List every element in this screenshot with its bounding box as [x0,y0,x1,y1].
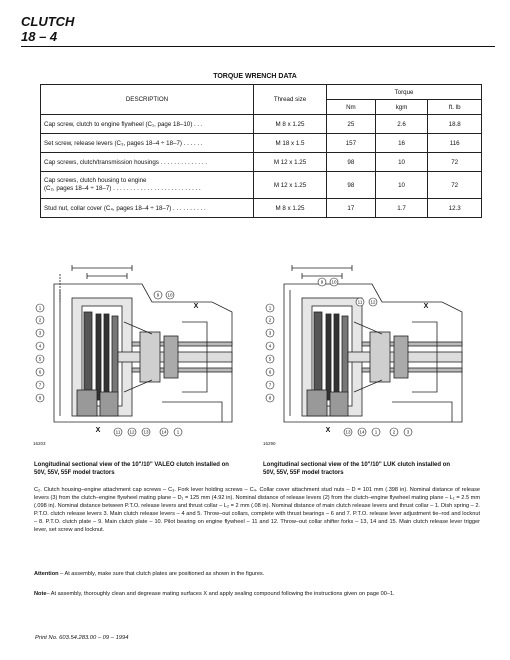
table-row [41,199,482,218]
row-thread: M 12 x 1.25 [254,153,327,172]
row-kgm: 10 [375,172,428,199]
table-row [41,172,482,199]
svg-text:10: 10 [167,292,173,298]
torque-table [40,84,482,218]
svg-text:2: 2 [268,317,272,323]
row-thread: M 8 x 1.25 [254,115,327,134]
unit-kgm: kgm [375,100,428,115]
svg-text:12: 12 [129,429,135,435]
col-header-description: DESCRIPTION [41,85,254,115]
left-figure-caption: Longitudinal sectional view of the 10"/10" VALEO clutch installed on 50V, 55V, 55F model tractors [34,462,229,476]
svg-text:5: 5 [38,356,42,362]
row-thread: M 8 x 1.25 [254,199,327,218]
attention-text: – At assembly, make sure that clutch plates are positioned as shown in the figures. [58,571,265,577]
svg-text:1: 1 [374,429,378,435]
row-description-line1: Cap screws, clutch housing to engine [44,177,147,184]
row-description-line2: (C₂, pages 18–4 ÷ 18–7) . . . . . . . . . . . . . . . . . . . . . . . . . . [44,185,201,192]
note-text: – At assembly, thoroughly clean and degrease mating surfaces X and apply sealing compound following the instructions given on page 00–1. [46,591,395,597]
svg-text:14: 14 [161,429,167,435]
row-ftlb: 72 [428,172,482,199]
row-description: Stud nut, collar cover (C₄, pages 18–4 ÷ 18–7) . . . . . . . . . . [41,199,254,218]
svg-text:10: 10 [331,279,337,285]
note-label: Note [34,591,47,597]
row-description [41,172,254,199]
svg-text:X: X [325,427,331,434]
row-nm: 157 [327,134,376,153]
svg-text:14: 14 [359,429,365,435]
svg-text:9: 9 [320,279,324,285]
table-row [41,115,482,134]
svg-text:1: 1 [38,305,42,311]
svg-text:9: 9 [156,292,160,298]
svg-text:5: 5 [268,356,272,362]
row-thread: M 12 x 1.25 [254,172,327,199]
row-description: Set screw, release levers (C₃, pages 18–4 ÷ 18–7) . . . . . . [41,134,254,153]
legend-paragraph: C₂. Clutch housing–engine attachment cap screws – C₃. Fork lever holding screws – C₄. Collar cover attachment stud nuts – D = 101 mm (.398 in). Nominal distance of release levers (3) from the clutch–engine flywheel mating plane – D₁ = 125 mm (4.92 in). Nominal distance of release levers (2) from the clutch–engine flywheel mating plane – L₁ = 2.5 mm (.098 in). Nominal distance between P.T.O. release levers and thrust collar – L₂ = 2 mm (.08 in). Nominal distance of main clutch release levers and thrust collar – 1. Dish spring – 2. P.T.O. clutch release levers 3. Main clutch release levers – 4 and 5. Throw–out collars, complete with thrust bearings – 6 and 7. P.T.O. release lever adjustment tie–rod and locknut – 8. P.T.O. clutch plate – 9. Main clutch plate – 10. Pilot bearing on engine flywheel – 11 and 12. Throw–out collar shifter forks – 13, 14 and 15. Main clutch release lever trigger lever, set screw and locknut. [34,487,480,533]
note-paragraph [34,591,480,599]
svg-text:X: X [193,303,199,310]
svg-text:13: 13 [345,429,351,435]
header-rule [21,46,495,47]
row-kgm: 10 [375,153,428,172]
svg-text:8: 8 [268,395,272,401]
svg-text:1: 1 [176,429,180,435]
svg-text:8: 8 [38,395,42,401]
row-ftlb: 72 [428,153,482,172]
row-thread: M 18 x 1.5 [254,134,327,153]
row-description: Cap screw, clutch to engine flywheel (C₁, page 18–10) . . . [41,115,254,134]
print-number-footer: Print No. 603.54.283.00 – 09 – 1994 [35,635,129,641]
svg-text:3: 3 [268,330,272,336]
svg-text:13: 13 [143,429,149,435]
valeo-section-svg [32,262,242,450]
col-header-thread: Thread size [254,85,327,115]
svg-text:X: X [95,427,101,434]
svg-text:12: 12 [370,299,376,305]
svg-text:1: 1 [268,305,272,311]
table-row [41,134,482,153]
luk-section-svg [262,262,472,450]
svg-text:X: X [423,303,429,310]
row-nm: 25 [327,115,376,134]
svg-text:11: 11 [357,299,363,305]
svg-text:7: 7 [268,382,272,388]
attention-label: Attention [34,571,59,577]
unit-nm: Nm [327,100,376,115]
section-title: CLUTCH [21,14,75,29]
row-nm: 98 [327,172,376,199]
svg-text:7: 7 [38,382,42,388]
row-ftlb: 116 [428,134,482,153]
table-title: TORQUE WRENCH DATA [213,73,297,80]
svg-text:2: 2 [392,429,396,435]
svg-text:2: 2 [38,317,42,323]
right-figure-caption: Longitudinal sectional view of the 10"/10" LUK clutch installed on 50V, 55V, 55F model tractors [263,462,451,476]
row-kgm: 1.7 [375,199,428,218]
svg-text:4: 4 [38,343,42,349]
col-header-torque: Torque [327,85,482,100]
unit-ftlb: ft. lb [428,100,482,115]
svg-text:6: 6 [38,369,42,375]
svg-text:11: 11 [115,429,121,435]
table-row [41,153,482,172]
svg-text:6: 6 [268,369,272,375]
left-figure-number: 16203 [33,441,46,446]
valeo-clutch-drawing [32,262,242,450]
row-kgm: 16 [375,134,428,153]
right-figure-number: 16290 [263,441,276,446]
row-kgm: 2.6 [375,115,428,134]
page-number: 18 – 4 [21,29,58,44]
row-ftlb: 18.8 [428,115,482,134]
svg-text:3: 3 [406,429,410,435]
attention-paragraph [34,571,480,579]
row-ftlb: 12.3 [428,199,482,218]
svg-text:4: 4 [268,343,272,349]
row-nm: 17 [327,199,376,218]
table-header-row [41,85,482,100]
svg-text:3: 3 [38,330,42,336]
row-nm: 98 [327,153,376,172]
luk-clutch-drawing [262,262,472,450]
row-description: Cap screws, clutch/transmission housings . . . . . . . . . . . . . . [41,153,254,172]
